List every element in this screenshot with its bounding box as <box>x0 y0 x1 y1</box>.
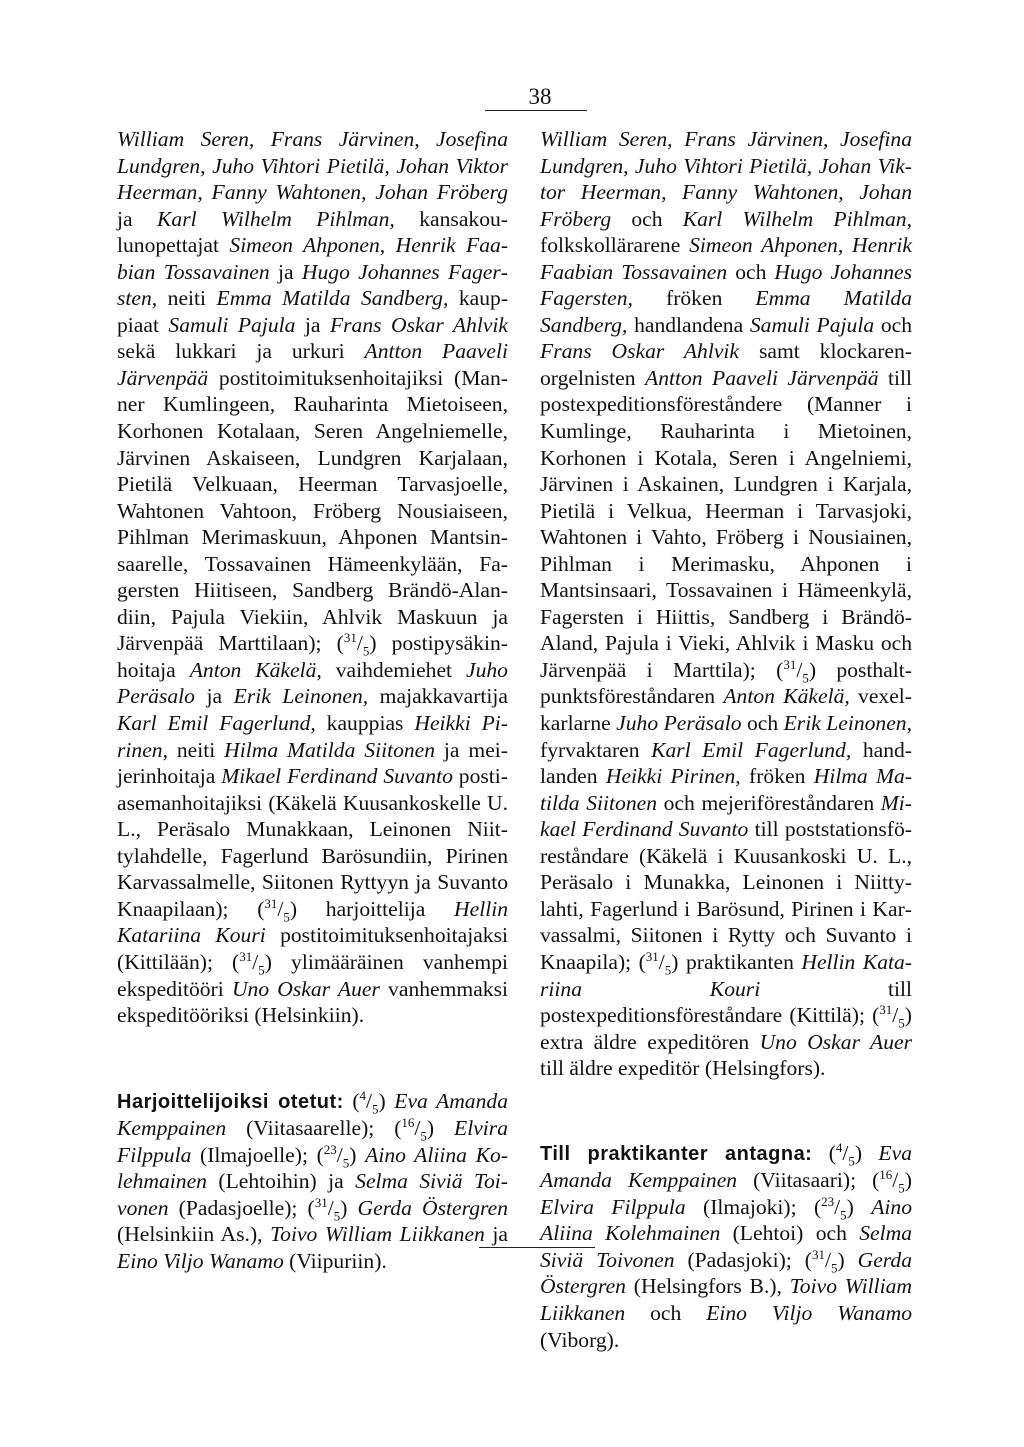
date-month: 5 <box>333 1208 341 1224</box>
italic-name-run: Antton Paaveli Järvenpää <box>645 365 879 390</box>
text-run: ja meijerinhoitaja <box>117 737 508 789</box>
date-month: 5 <box>840 1207 847 1223</box>
date-month: 5 <box>362 643 370 659</box>
text-run: ) <box>837 1247 858 1272</box>
date-day: 4 <box>359 1087 367 1103</box>
italic-name-run: Uno Oskar Auer <box>759 1029 912 1054</box>
text-run: ) posthaltpunktsföreståndaren <box>540 657 912 709</box>
date-month: 5 <box>802 670 809 686</box>
italic-name-run: Frans Oskar Ahlvik <box>329 312 508 337</box>
text-run: (Lehtoi) och <box>720 1221 860 1246</box>
italic-name-run: Samuli Pajula <box>749 312 875 337</box>
swedish-appointments-paragraph <box>540 126 912 1082</box>
italic-name-run: Gerda Östergren <box>540 1247 912 1299</box>
date-month: 5 <box>283 909 290 925</box>
swedish-trainees-paragraph <box>540 1140 912 1353</box>
text-run: ) <box>904 1168 912 1193</box>
text-run: fröken <box>632 286 756 311</box>
italic-name-run: Juho Peräsalo <box>117 657 508 709</box>
date-day: 31 <box>879 1001 893 1017</box>
text-run: kauppias <box>315 711 415 736</box>
date-month: 5 <box>898 1180 905 1196</box>
section-heading: Harjoittelijoiksi otetut: <box>117 1090 344 1113</box>
text-run: ja <box>295 312 330 337</box>
date-month: 5 <box>342 1155 350 1170</box>
italic-name-run: Karl Emil Fagerlund, <box>651 737 852 762</box>
date-day: 31 <box>264 895 278 911</box>
italic-name-run: William Seren, Frans Järvinen, Josefina Lundgren, Juho Vihtori Pietilä, Johan Viktor Heerman, Fanny Wahtonen, Johan Fröberg <box>540 127 912 231</box>
italic-name-run: Hellin Katariina Kouri <box>540 949 912 1001</box>
finnish-trainees-paragraph <box>117 1088 508 1275</box>
text-run: / <box>252 949 259 974</box>
italic-name-run: Elvira Filppula <box>117 1116 508 1167</box>
italic-name-run: Aino Aliina Kolehmainen <box>540 1194 912 1246</box>
header-rule <box>485 110 587 111</box>
date-day: 31 <box>239 948 253 964</box>
italic-name-run: Heikki Pirinen, <box>605 764 741 789</box>
italic-name-run: Karl Wilhelm Pihlman, <box>682 206 912 231</box>
text-run: (Lehtoihin) ja <box>206 1169 356 1194</box>
text-run: till poststationsföreståndare (Käkelä i Kuusankoski U. L., Peräsalo i Munakka, Leinonen i Niittylahti, Fagerlund i Barösund, Pirinen i Karvassalmi, Siitonen i Rytty och Suvanto i Knaapila); ( <box>540 817 912 974</box>
text-run: folkskollärarene <box>540 233 690 258</box>
date-month: 5 <box>258 962 265 978</box>
text-run: / <box>277 896 284 921</box>
text-run: vaihdemiehet <box>321 657 466 682</box>
text-run: och <box>611 206 683 231</box>
finnish-column <box>117 126 508 1274</box>
italic-name-run: Erik Leinonen, <box>783 711 912 736</box>
italic-name-run: Elvira Filppula <box>540 1194 686 1219</box>
date-day: 31 <box>645 948 659 964</box>
italic-name-run: Hugo Johannes Fagersten, <box>540 259 912 311</box>
text-run: (Viipuriin). <box>283 1248 387 1273</box>
italic-name-run: William Seren, Frans Järvinen, Josefina Lundgren, Juho Vihtori Pietilä, Johan Viktor Heerman, Fanny Wahtonen, Johan Fröberg <box>117 127 508 205</box>
text-run: ) praktikanten <box>671 949 802 974</box>
text-run: ) <box>349 1142 366 1167</box>
text-run: ja <box>269 259 302 284</box>
text-run: / <box>336 1142 343 1167</box>
italic-name-run: Selma Siviä Toivonen <box>117 1169 508 1220</box>
italic-name-run: Emma Matilda Sandberg, <box>540 286 912 337</box>
italic-name-run: Selma Siviä Toivonen <box>540 1221 912 1272</box>
text-run: postiasemanhoitajiksi (Käkelä Kuusankoskelle U. L., Peräsalo Munakkaan, Leinonen Niittylahdelle, Fagerlund Barösundiin, Pirinen Karvassalmelle, Siitonen Ryttyyn ja Suvanto Knaapilaan); ( <box>117 764 508 921</box>
text-run: / <box>414 1116 421 1141</box>
date-month: 5 <box>898 1015 905 1031</box>
italic-name-run: Emma Matilda Sandberg, <box>216 286 449 311</box>
italic-name-run: Mikael Ferdinand Suvanto <box>221 764 453 789</box>
italic-name-run: Simeon Ahponen, Henrik Faabian Tossavainen <box>117 233 509 284</box>
text-run: (Padasjoelle); ( <box>168 1195 315 1220</box>
text-run: ) <box>378 1088 395 1113</box>
text-run: ja <box>117 206 158 231</box>
text-run: och <box>874 312 913 337</box>
date-day: 31 <box>314 1194 328 1210</box>
date-day: 4 <box>835 1139 843 1155</box>
date-day: 16 <box>879 1167 893 1183</box>
italic-name-run: Frans Oskar Ahlvik <box>540 339 740 364</box>
text-run: (Viitasaari); ( <box>737 1168 880 1193</box>
text-run: / <box>356 631 363 656</box>
italic-name-run: Uno Oskar Auer <box>231 976 380 1001</box>
date-month: 5 <box>664 962 672 978</box>
italic-name-run: Anton Käkelä, <box>189 657 322 682</box>
text-run: och <box>625 1300 707 1325</box>
date-day: 23 <box>821 1193 835 1209</box>
text-run: / <box>834 1194 841 1219</box>
text-run: (Viborg). <box>540 1327 620 1352</box>
text-run: neiti <box>157 286 217 311</box>
italic-name-run: Hugo Johannes Fagersten, <box>117 259 508 311</box>
text-run: ) harjoittelija <box>289 896 455 921</box>
text-run: (Ilmajoelle); ( <box>191 1142 324 1167</box>
date-month: 5 <box>372 1100 379 1116</box>
text-run: samt klockaren-orgelnisten <box>540 339 912 390</box>
text-run: vanhemmaksi ekspeditööriksi (Helsinkiin). <box>117 976 508 1028</box>
text-run: / <box>892 1003 899 1028</box>
date-month: 5 <box>848 1153 855 1168</box>
text-run: ( <box>812 1140 836 1165</box>
text-run: ) <box>426 1116 455 1141</box>
italic-name-run: Hellin Katariina Kouri <box>117 896 508 948</box>
text-run: majakkavartija <box>368 684 508 709</box>
text-run: sekä lukkari ja urkuri <box>117 339 365 364</box>
text-run: ) ylimääräinen vanhempi ekspeditööri <box>117 949 508 1001</box>
text-run: ) <box>854 1140 879 1165</box>
text-run: / <box>366 1088 373 1113</box>
text-run: ) <box>340 1195 358 1220</box>
text-run: ( <box>343 1088 360 1113</box>
text-run: (Viitasaarelle); ( <box>226 1116 402 1141</box>
italic-name-run: Antton Paaveli Järvenpää <box>117 339 508 390</box>
text-run: / <box>796 657 803 682</box>
text-run: postitoimituksenhoitajiksi (Manner Kumlingeen, Rauharinta Mietoiseen, Korhonen Kotalaan, Seren Angelniemelle, Järvinen Askaiseen, Lundgren Karjalaan, Pietilä Velkuaan, Heerman Tarvasjoelle, Wahtonen Vahtoon, Fröberg Nousiaiseen, Pihlman Merimaskuun, Ahponen Mantsinsaarelle, Tossavainen Hämeenkylään, Fagersten Hiitiseen, Sandberg Brändö-Alandiin, Pajula Viekiin, Ahlvik Maskuun ja Järvenpää Marttilaan); ( <box>117 365 508 656</box>
italic-name-run: Anton Käkelä, <box>723 684 850 709</box>
text-run: ) postipysäkinhoitaja <box>117 631 508 682</box>
footer-rule <box>479 1247 595 1248</box>
text-run: / <box>824 1247 831 1272</box>
date-day: 16 <box>401 1114 415 1130</box>
text-run: ) extra äldre expeditören <box>540 1003 912 1054</box>
italic-name-run: Gerda Östergren <box>357 1195 508 1220</box>
text-run: (Padasjoki); ( <box>674 1247 812 1272</box>
italic-name-run: Eino Viljo Wanamo <box>117 1248 284 1273</box>
text-run: / <box>327 1195 334 1220</box>
text-run: vexelkarlarne <box>540 684 912 736</box>
text-run: fyrvaktaren <box>540 737 652 762</box>
italic-name-run: Hilma Matilda Siitonen <box>540 764 913 815</box>
text-run: och mejeriföreståndaren <box>657 790 881 815</box>
text-run: / <box>842 1140 849 1165</box>
text-run: fröken <box>740 764 814 789</box>
text-run: och <box>727 259 775 284</box>
swedish-column <box>540 126 912 1353</box>
text-run: till postexpeditionsföreståndere (Manner i Kumlinge, Rauharinta i Mietoinen, Korhonen i Kotala, Seren i Angelniemi, Järvinen i Askainen, Lundgren i Karjala, Pietilä i Velkua, Heerman i Tarvasjoki, Wahtonen i Vahto, Fröberg i Nousiainen, Pihlman i Merimasku, Ahponen i Mantsinsaari, Tossavainen i Hämeenkylä, Fagersten i Hiittis, Sandberg i Brändö-Aland, Pajula i Vieki, Ahlvik i Masku och Järvenpää i Marttila); ( <box>540 365 912 682</box>
text-run: / <box>658 949 665 974</box>
date-day: 31 <box>343 630 357 646</box>
italic-name-run: Toivo William Liikkanen <box>270 1222 485 1247</box>
italic-name-run: Karl Emil Fagerlund, <box>117 711 316 736</box>
text-run: neiti <box>167 737 225 762</box>
date-month: 5 <box>420 1128 427 1144</box>
italic-name-run: Erik Leinonen, <box>233 684 369 709</box>
text-run: kauppiaat <box>117 286 509 337</box>
text-run: kansakoulunopettajat <box>117 206 508 258</box>
italic-name-run: Eva Amanda Kemppainen <box>540 1140 912 1193</box>
date-day: 31 <box>783 656 797 672</box>
text-run: (Helsingfors B.), <box>625 1274 790 1299</box>
text-run: / <box>892 1168 899 1193</box>
italic-name-run: Karl Wilhelm Pihlman, <box>157 206 395 231</box>
italic-name-run: Heikki Pirinen, <box>117 711 508 762</box>
italic-name-run: Juho Peräsalo <box>616 711 742 736</box>
italic-name-run: Mikael Ferdinand Suvanto <box>540 790 912 842</box>
text-run: (Helsinkiin As.), <box>117 1222 271 1247</box>
italic-name-run: Samuli Pajula <box>168 312 296 337</box>
date-month: 5 <box>830 1260 838 1276</box>
text-run: ja <box>484 1222 508 1247</box>
text-run: ) <box>846 1194 872 1219</box>
text-run: och <box>741 711 784 736</box>
date-day: 31 <box>811 1246 825 1262</box>
italic-name-run: Eino Viljo Wanamo <box>706 1300 912 1325</box>
page-number: 38 <box>528 84 552 109</box>
italic-name-run: Hilma Matilda Siitonen <box>224 737 436 762</box>
date-day: 23 <box>323 1141 337 1157</box>
text-run: handlanden <box>540 737 912 789</box>
italic-name-run: Eva Amanda Kemppainen <box>117 1088 508 1141</box>
italic-name-run: Simeon Ahponen, Henrik Faabian Tossavainen <box>540 233 912 284</box>
text-run: till äldre expeditör (Helsingfors). <box>540 1056 826 1081</box>
text-run: (Ilmajoki); ( <box>685 1194 822 1219</box>
text-run: ja <box>194 684 234 709</box>
finnish-appointments-paragraph <box>117 126 508 1029</box>
italic-name-run: Toivo William Liikkanen <box>540 1274 912 1325</box>
section-heading: Till praktikanter antagna: <box>540 1142 813 1165</box>
text-run: postitoimituksenhoitajaksi (Kittilään); ( <box>117 923 508 974</box>
text-run: till postexpeditionsföreståndare (Kittilä); ( <box>540 976 912 1028</box>
text-run: handlandena <box>627 312 750 337</box>
italic-name-run: Aino Aliina Kolehmainen <box>117 1142 509 1194</box>
